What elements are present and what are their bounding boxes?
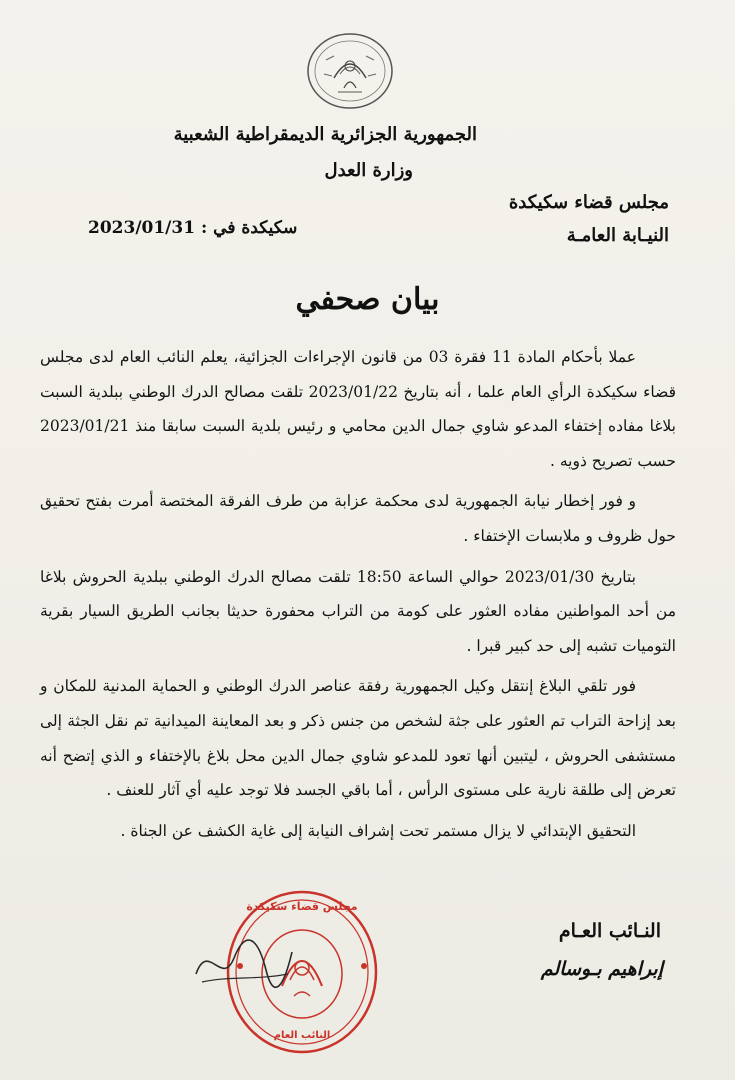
- stamp-top-text: مجلس قضاء سكيكدة: [246, 900, 358, 913]
- document-body: [40, 340, 676, 854]
- republic-heading: الجمهورية الجزائرية الديمقراطية الشعبية: [173, 124, 477, 145]
- paragraph: و فور إخطار نيابة الجمهورية لدى محكمة عزابة من طرف الفرقة المختصة أمرت بفتح تحقيق حول ظروف و ملابسات الإختفاء .: [40, 492, 676, 545]
- ministry-heading: وزارة العدل: [324, 160, 413, 181]
- signatory-title: النـائب العـام: [558, 920, 661, 942]
- paragraph: عملا بأحكام المادة 11 فقرة 03 من قانون الإجراءات الجزائية، يعلم النائب العام لدى مجلس قضاء سكيكدة الرأي العام علما ، أنه بتاريخ 2023/01/22 تلقت مصالح الدرك الوطني ببلدية السبت بلاغا مفاده إختفاء المدعو شاوي جمال الدين محامي و رئيس بلدية السبت سابقا منذ 2023/01/21 حسب تصريح ذويه .: [40, 348, 677, 470]
- paragraph: بتاريخ 2023/01/30 حوالي الساعة 18:50 تلقت مصالح الدرك الوطني ببلدية الحروش بلاغا من أحد المواطنين مفاده العثور على كومة من التراب محفورة حديثا بجانب الطريق السيار بقرية التوميات تشبه إلى حد كبير قبرا .: [40, 567, 676, 655]
- paragraph: فور تلقي البلاغ إنتقل وكيل الجمهورية رفقة عناصر الدرك الوطني و الحماية المدنية للمكان و بعد إزاحة التراب تم العثور على جثة لشخص من جنس ذكر و بعد المعاينة الميدانية تم نقل الجثة إلى مستشفى الحروش ، ليتبين أنها تعود للمدعو شاوي جمال الدين محل بلاغ بالإختفاء و الذي إتضح أنه تعرض إلى طلقة نارية على مستوى الرأس ، أما باقي الجسد فلا توجد عليه أي آثار للعنف .: [40, 677, 676, 800]
- document-title: بيان صحفي: [295, 282, 440, 317]
- stamp-bottom-text: النائب العام: [273, 1030, 331, 1041]
- paragraph: التحقيق الإبتدائي لا يزال مستمر تحت إشراف النيابة إلى غاية الكشف عن الجناة .: [120, 821, 636, 840]
- parquet-heading: النيـابة العامـة: [566, 225, 669, 246]
- signatory-name: إبراهيم بـوسالم: [540, 958, 663, 980]
- court-heading: مجلس قضاء سكيكدة: [508, 192, 669, 213]
- national-emblem-icon: [304, 30, 396, 112]
- place-date: سكيكدة في : 2023/01/31: [88, 218, 298, 238]
- handwritten-signature-icon: [188, 930, 298, 1000]
